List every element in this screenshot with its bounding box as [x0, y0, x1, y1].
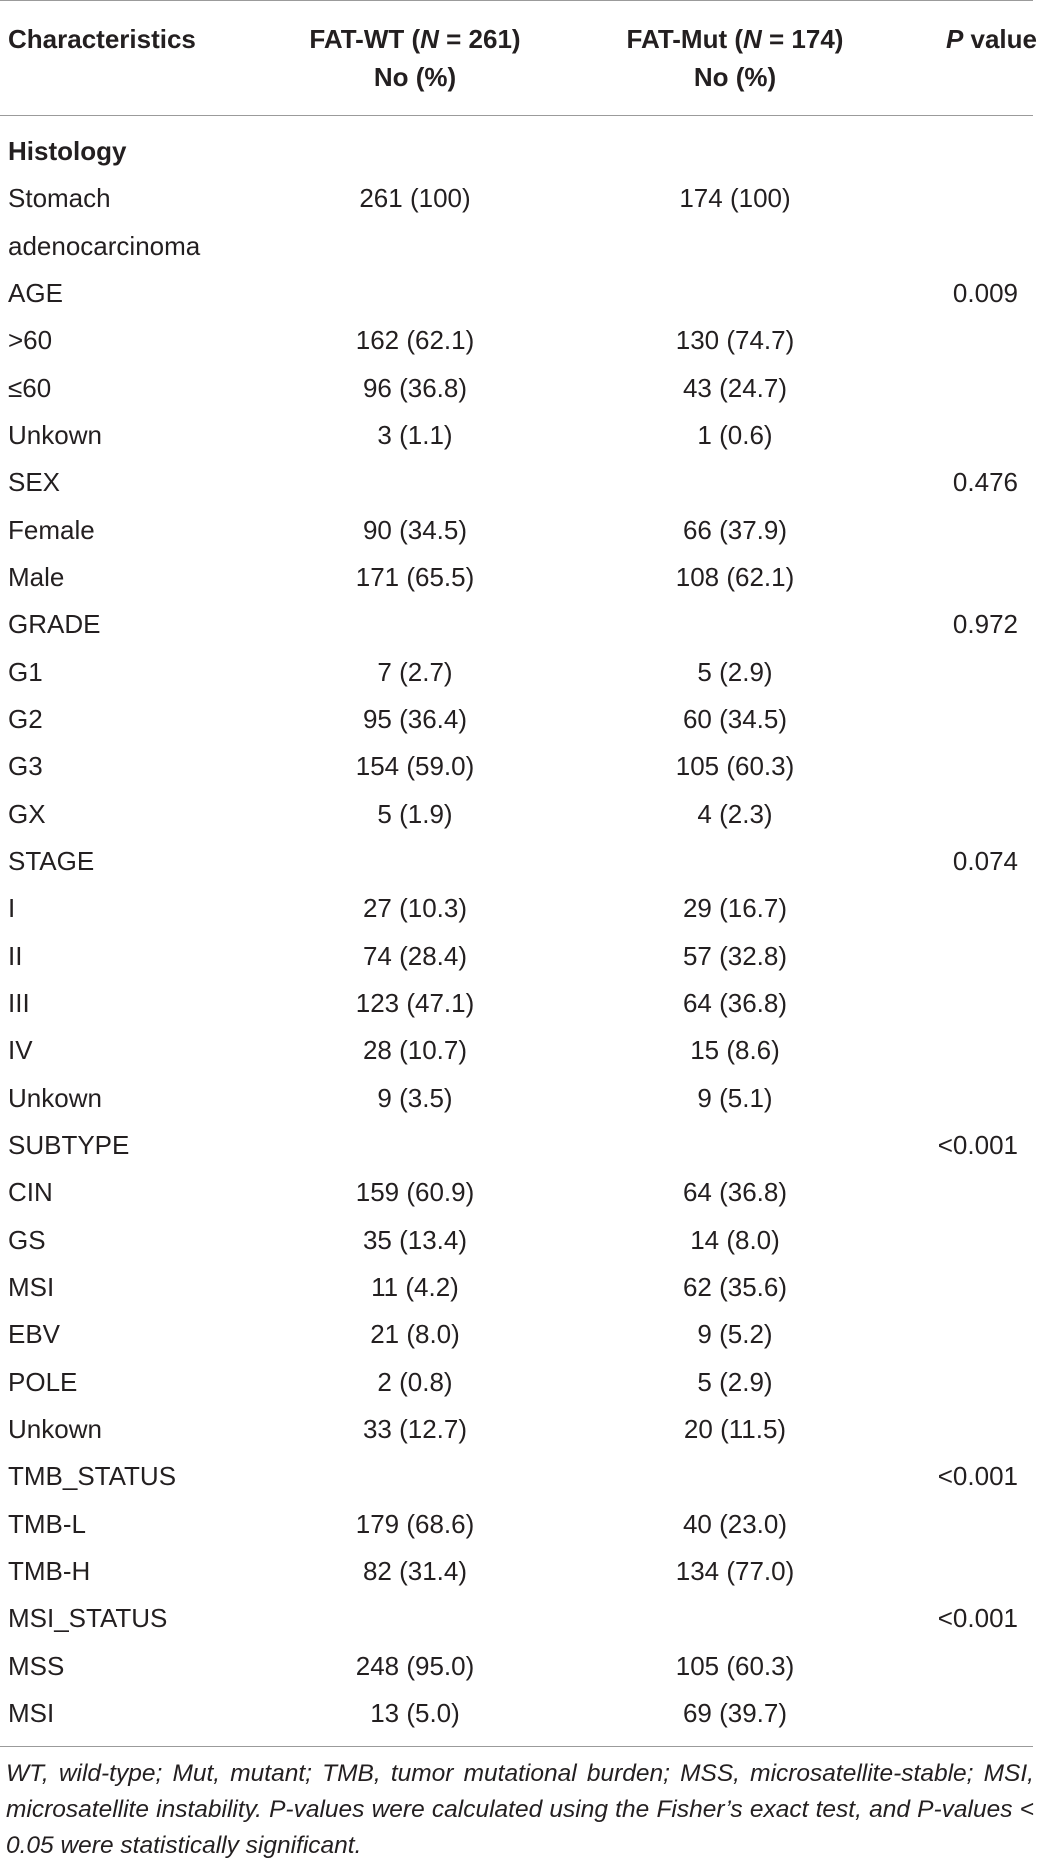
table-row — [0, 1406, 1040, 1453]
fat-mut-cell: 130 (74.7) — [675, 325, 795, 356]
fat-mut-cell: 5 (2.9) — [697, 656, 773, 687]
row-label: Female — [8, 514, 95, 545]
row-label: ≤60 — [8, 372, 52, 403]
table-row — [0, 270, 1040, 317]
fat-mut-cell: 134 (77.0) — [675, 1555, 795, 1586]
fat-wt-cell: 82 (31.4) — [362, 1555, 468, 1586]
fat-mut-cell: 105 (60.3) — [675, 751, 795, 782]
row-label: Unkown — [8, 1082, 102, 1113]
table-row — [0, 1264, 1040, 1311]
fat-mut-cell: 108 (62.1) — [675, 561, 795, 592]
row-label: POLE — [8, 1366, 78, 1397]
table-row — [0, 791, 1040, 838]
row-label: EBV — [8, 1319, 61, 1350]
row-label: TMB-L — [8, 1508, 86, 1539]
table-row — [0, 696, 1040, 743]
fat-mut-cell: 69 (39.7) — [682, 1697, 788, 1728]
fat-wt-cell: 7 (2.7) — [377, 656, 453, 687]
header-fat-wt-n: N — [420, 24, 439, 54]
table-row — [0, 1027, 1040, 1074]
fat-mut-cell: 4 (2.3) — [697, 798, 773, 829]
table-row — [0, 1548, 1040, 1595]
header-fat-mut-prefix: FAT-Mut ( — [626, 24, 744, 54]
row-label: adenocarcinoma — [8, 230, 201, 261]
table-row — [0, 838, 1040, 885]
table-row — [0, 1217, 1040, 1264]
fat-wt-cell: 123 (47.1) — [355, 987, 475, 1018]
table-row — [0, 365, 1040, 412]
header-fat-mut-line2: No (%) — [693, 62, 777, 92]
header-bottom-rule — [0, 115, 1033, 116]
p-value-cell: 0.009 — [952, 277, 1018, 308]
fat-wt-cell: 2 (0.8) — [377, 1366, 453, 1397]
header-fat-wt — [255, 20, 575, 96]
fat-wt-cell: 154 (59.0) — [355, 751, 475, 782]
p-value-cell: <0.001 — [937, 1603, 1018, 1634]
fat-wt-cell: 9 (3.5) — [377, 1082, 453, 1113]
row-label: GS — [8, 1224, 46, 1255]
fat-wt-cell: 28 (10.7) — [362, 1035, 468, 1066]
table-row — [0, 743, 1040, 790]
header-p-suffix: value — [963, 24, 1037, 54]
table-row — [0, 1075, 1040, 1122]
fat-wt-cell: 74 (28.4) — [362, 940, 468, 971]
fat-mut-cell: 40 (23.0) — [682, 1508, 788, 1539]
table-row — [0, 459, 1040, 506]
fat-mut-cell: 66 (37.9) — [682, 514, 788, 545]
row-label: CIN — [8, 1177, 53, 1208]
p-value-cell: 0.074 — [952, 845, 1018, 876]
table-row — [0, 1595, 1040, 1642]
fat-wt-cell: 3 (1.1) — [377, 419, 453, 450]
fat-mut-cell: 62 (35.6) — [682, 1271, 788, 1302]
fat-mut-cell: 64 (36.8) — [682, 1177, 788, 1208]
fat-mut-cell: 15 (8.6) — [690, 1035, 780, 1066]
p-value-cell: <0.001 — [937, 1461, 1018, 1492]
header-characteristics — [8, 20, 196, 58]
header-fat-wt-suffix: = 261) — [438, 24, 521, 54]
fat-wt-cell: 35 (13.4) — [362, 1224, 468, 1255]
row-label: TMB-H — [8, 1555, 91, 1586]
row-label: GX — [8, 798, 46, 829]
fat-mut-cell: 5 (2.9) — [697, 1366, 773, 1397]
header-characteristics-label: Characteristics — [8, 24, 196, 54]
row-label: Male — [8, 561, 65, 592]
row-label: IV — [8, 1035, 33, 1066]
fat-wt-cell: 33 (12.7) — [362, 1413, 468, 1444]
fat-mut-cell: 174 (100) — [679, 183, 791, 214]
table-row — [0, 1453, 1040, 1500]
fat-wt-cell: 95 (36.4) — [362, 703, 468, 734]
row-label: AGE — [8, 277, 63, 308]
row-label: G2 — [8, 703, 43, 734]
row-label: G3 — [8, 751, 43, 782]
table-row — [0, 1169, 1040, 1216]
fat-mut-cell: 9 (5.1) — [697, 1082, 773, 1113]
table-row — [0, 1359, 1040, 1406]
fat-mut-cell: 20 (11.5) — [683, 1413, 787, 1444]
header-p-value — [946, 20, 1037, 58]
p-value-cell: 0.972 — [952, 609, 1018, 640]
row-label: Stomach — [8, 183, 111, 214]
fat-mut-cell: 105 (60.3) — [675, 1650, 795, 1681]
table-row — [0, 601, 1040, 648]
row-label: MSI — [8, 1697, 55, 1728]
fat-wt-cell: 261 (100) — [359, 183, 471, 214]
header-fat-mut-line1 — [575, 20, 895, 58]
p-value-cell: <0.001 — [937, 1129, 1018, 1160]
table-row — [0, 223, 1040, 270]
table-row — [0, 885, 1040, 932]
fat-wt-cell: 90 (34.5) — [362, 514, 468, 545]
row-label: SEX — [8, 467, 61, 498]
section-header-row — [0, 128, 1040, 175]
header-fat-wt-line2: No (%) — [373, 62, 457, 92]
fat-wt-cell: 21 (8.0) — [370, 1319, 460, 1350]
table-row — [0, 412, 1040, 459]
header-fat-mut — [575, 20, 895, 96]
row-label: MSI — [8, 1271, 55, 1302]
p-value-cell: 0.476 — [952, 467, 1018, 498]
fat-mut-cell: 9 (5.2) — [697, 1319, 773, 1350]
fat-wt-cell: 96 (36.8) — [362, 372, 468, 403]
row-label: >60 — [8, 325, 53, 356]
row-label: III — [8, 987, 30, 1018]
row-label: II — [8, 940, 23, 971]
table-bottom-rule — [0, 1746, 1033, 1747]
fat-mut-cell: 14 (8.0) — [690, 1224, 780, 1255]
fat-mut-cell: 64 (36.8) — [682, 987, 788, 1018]
header-p-letter: P — [945, 24, 964, 54]
table-row — [0, 933, 1040, 980]
row-label: MSI_STATUS — [8, 1603, 168, 1634]
header-fat-wt-line1 — [255, 20, 575, 58]
header-p-value-label — [946, 20, 1037, 58]
fat-mut-cell: 60 (34.5) — [682, 703, 788, 734]
row-label: TMB_STATUS — [8, 1461, 177, 1492]
table-row — [0, 1122, 1040, 1169]
fat-mut-cell: 43 (24.7) — [682, 372, 788, 403]
row-label: Histology — [8, 136, 127, 166]
table-row — [0, 507, 1040, 554]
fat-wt-cell: 11 (4.2) — [371, 1271, 459, 1302]
header-fat-mut-suffix: = 174) — [761, 24, 844, 54]
row-label: SUBTYPE — [8, 1129, 130, 1160]
fat-wt-cell: 13 (5.0) — [370, 1697, 460, 1728]
row-label: GRADE — [8, 609, 101, 640]
fat-mut-cell: 29 (16.7) — [682, 893, 788, 924]
row-label: Unkown — [8, 419, 102, 450]
table-row — [0, 980, 1040, 1027]
header-fat-mut-n: N — [743, 24, 762, 54]
row-label: Unkown — [8, 1413, 102, 1444]
fat-wt-cell: 248 (95.0) — [355, 1650, 475, 1681]
table-body — [0, 128, 1040, 1737]
row-label: G1 — [8, 656, 43, 687]
header-fat-wt-prefix: FAT-WT ( — [309, 24, 421, 54]
fat-wt-cell: 171 (65.5) — [355, 561, 475, 592]
fat-wt-cell: 27 (10.3) — [362, 893, 468, 924]
row-label: MSS — [8, 1650, 65, 1681]
table-row — [0, 1501, 1040, 1548]
fat-mut-cell: 57 (32.8) — [682, 940, 788, 971]
table-row — [0, 1311, 1040, 1358]
fat-mut-cell: 1 (0.6) — [697, 419, 773, 450]
table-row — [0, 1690, 1040, 1737]
row-label: I — [8, 893, 16, 924]
table-row — [0, 649, 1040, 696]
fat-wt-cell: 159 (60.9) — [355, 1177, 475, 1208]
table-footnote: WT, wild-type; Mut, mutant; TMB, tumor mutational burden; MSS, microsatellite-stable; MSI, microsatellite instability. P-values were calculated using the Fisher’s exact test, and P-values < 0.05 were statistically significant. — [6, 1760, 1034, 1859]
fat-wt-cell: 162 (62.1) — [355, 325, 475, 356]
table-row — [0, 317, 1040, 364]
fat-wt-cell: 5 (1.9) — [377, 798, 453, 829]
table-row — [0, 175, 1040, 222]
table-top-rule — [0, 0, 1033, 1]
fat-wt-cell: 179 (68.6) — [355, 1508, 475, 1539]
table-row — [0, 554, 1040, 601]
row-label: STAGE — [8, 845, 95, 876]
table-row — [0, 1643, 1040, 1690]
